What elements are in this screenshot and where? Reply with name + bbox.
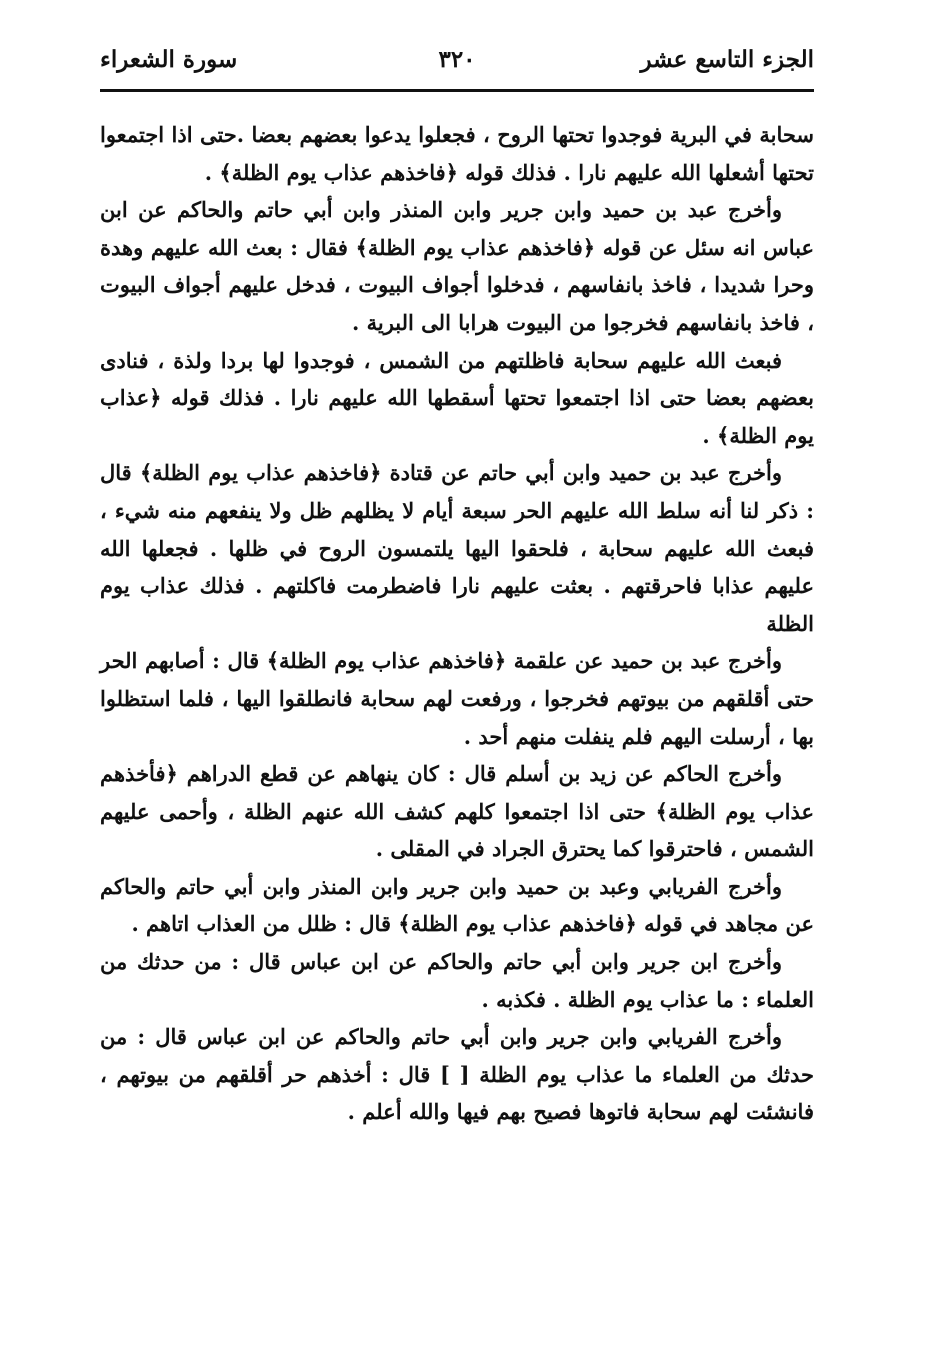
surah-label: سورة الشعراء [100,46,238,73]
paragraph: وأخرج الفريابي وعبد بن حميد وابن جرير وابن المنذر وابن أبي حاتم والحاكم عن مجاهد في قوله ﴿فاخذهم عذاب يوم الظلة﴾ قال : ظلل من العذاب اتاهم . [100,873,814,937]
paragraph: فبعث الله عليهم سحابة فاظلتهم من الشمس ، فوجدوا لها بردا ولذة ، فنادى بعضهم بعضا حتى اذا اجتمعوا تحتها أسقطها الله عليهم نارا . فذلك قوله ﴿عذاب يوم الظلة﴾ . [100,347,814,448]
paragraph: وأخرج الفريابي وابن جرير وابن أبي حاتم والحاكم عن ابن عباس قال : من حدثك من العلماء ما عذاب يوم الظلة [ ] قال : أخذهم حر أقلقهم من بيوتهم ، فانشئت لهم سحابة فاتوها فصيح بهم فيها والله أعلم . [100,1024,814,1125]
page-header [100,38,814,88]
paragraph: سحابة في البرية فوجدوا تحتها الروح ، فجعلوا يدعوا بعضهم بعضا .حتى اذا اجتمعوا تحتها أشعلها الله عليهم نارا . فذلك قوله ﴿فاخذهم عذاب يوم الظلة﴾ . [100,122,814,185]
paragraph: وأخرج عبد بن حميد وابن جرير وابن المنذر وابن أبي حاتم والحاكم عن ابن عباس انه سئل عن قوله ﴿فاخذهم عذاب يوم الظلة﴾ فقال : بعث الله عليهم وهدة وحرا شديدا ، فاخذ بانفاسهم ، فدخلوا أجواف البيوت ، فدخل عليهم أجواف البيوت ، فاخذ بانفاسهم فخرجوا من البيوت هرابا الى البرية . [100,197,814,335]
page-number: ٣٢٠ [438,46,476,73]
paragraph: وأخرج ابن جرير وابن أبي حاتم والحاكم عن ابن عباس قال : من حدثك من العلماء : ما عذاب يوم الظلة . فكذبه . [100,949,814,1012]
paragraph: وأخرج الحاكم عن زيد بن أسلم قال : كان ينهاهم عن قطع الدراهم ﴿فأخذهم عذاب يوم الظلة﴾ حتى اذا اجتمعوا كلهم كشف الله عنهم الظلة ، وأحمى عليهم الشمس ، فاحترقوا كما يحترق الجراد في المقلى . [100,761,814,862]
paragraph: وأخرج عبد بن حميد عن علقمة ﴿فاخذهم عذاب يوم الظلة﴾ قال : أصابهم الحر حتى أقلقهم من بيوتهم فخرجوا ، ورفعت لهم سحابة فانطلقوا اليها ، فلما استظلوا بها ، أرسلت اليهم فلم ينفلت منهم أحد . [100,648,814,749]
page-body [100,116,814,1131]
paragraph: وأخرج عبد بن حميد وابن أبي حاتم عن قتادة ﴿فاخذهم عذاب يوم الظلة﴾ قال : ذكر لنا أنه سلط الله عليهم الحر سبعة أيام لا يظلهم ظل ولا ينفعهم منه شيء ، فبعث الله عليهم سحابة ، فلحقوا اليها يلتمسون الروح في ظلها . فجعلها الله عليهم عذابا فاحرقتهم . بعثت عليهم نارا فاضطرمت فاكلتهم . فذلك عذاب يوم الظلة [100,460,814,636]
part-label: الجزء التاسع عشر [640,46,814,73]
header-divider [100,89,814,92]
